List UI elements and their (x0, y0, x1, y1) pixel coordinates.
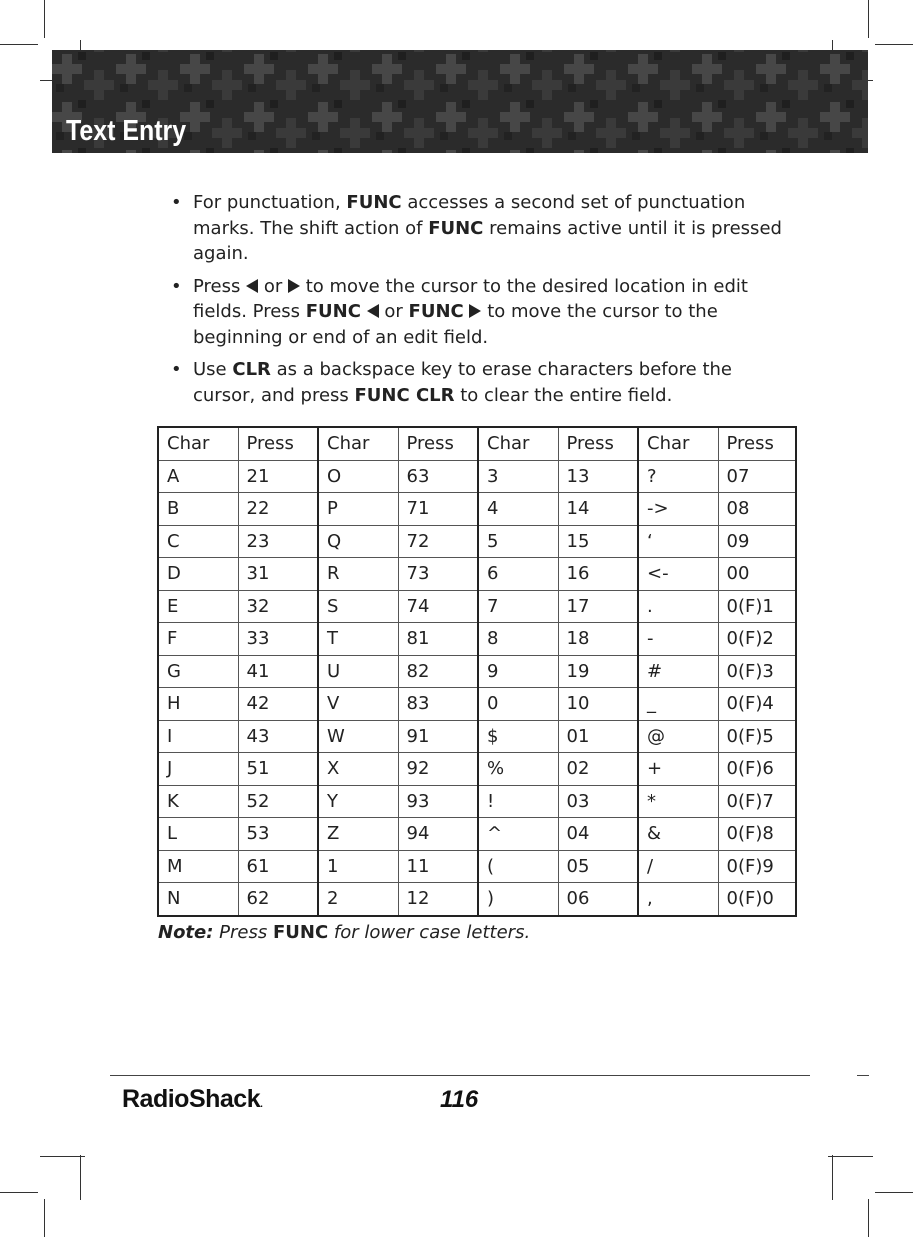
bullet-dot-icon: • (171, 275, 182, 297)
table-cell: U (318, 655, 398, 688)
table-row (158, 883, 796, 916)
table-cell: 31 (238, 558, 318, 591)
crop-mark (828, 1156, 873, 1157)
text: to clear the entire field. (454, 384, 673, 406)
table-cell: 14 (558, 493, 638, 526)
text: For punctuation, (193, 192, 347, 213)
table-cell: G (158, 655, 238, 688)
table-cell: W (318, 720, 398, 753)
table-cell: * (638, 785, 718, 818)
table-cell: 82 (398, 655, 478, 688)
table-cell: 42 (238, 688, 318, 721)
table-row (158, 525, 796, 558)
table-row (158, 655, 796, 688)
table-cell: S (318, 590, 398, 623)
crop-mark (44, 1199, 45, 1237)
table-cell: D (158, 558, 238, 591)
table-row (158, 493, 796, 526)
table-cell: H (158, 688, 238, 721)
crop-mark (832, 1155, 833, 1200)
table-cell: A (158, 460, 238, 493)
text: Press (193, 275, 247, 297)
table-cell: O (318, 460, 398, 493)
table-cell: R (318, 558, 398, 591)
crop-mark (40, 1156, 85, 1157)
table-cell: / (638, 850, 718, 883)
table-cell: % (478, 753, 558, 786)
table-cell: 3 (478, 460, 558, 493)
table-cell: 0(F)5 (718, 720, 796, 753)
table-cell: 62 (238, 883, 318, 916)
table-cell: 8 (478, 623, 558, 656)
right-triangle-icon (469, 304, 481, 318)
table-cell: 9 (478, 655, 558, 688)
table-body (158, 460, 796, 916)
left-triangle-icon (246, 279, 258, 293)
table-cell: , (638, 883, 718, 916)
table-cell: 94 (398, 818, 478, 851)
table-cell: 0(F)2 (718, 623, 796, 656)
brand-name: RadioShack (122, 1085, 261, 1113)
table-cell: 19 (558, 655, 638, 688)
table-cell: 72 (398, 525, 478, 558)
list-item (168, 357, 798, 408)
table-row (158, 688, 796, 721)
note-label: Note: (158, 922, 214, 943)
crop-mark (875, 44, 913, 45)
left-triangle-icon (367, 304, 379, 318)
table-cell: Q (318, 525, 398, 558)
table-header-row (158, 427, 796, 460)
page-number: 116 (440, 1086, 479, 1113)
table-cell: 0 (478, 688, 558, 721)
table-cell: 06 (558, 883, 638, 916)
table-cell: 07 (718, 460, 796, 493)
table-cell: ? (638, 460, 718, 493)
table-cell: Z (318, 818, 398, 851)
table-cell: 01 (558, 720, 638, 753)
table-cell: 21 (238, 460, 318, 493)
table-row (158, 818, 796, 851)
table-cell: 0(F)6 (718, 753, 796, 786)
crop-mark (868, 1199, 869, 1237)
list-item (168, 274, 798, 351)
table-cell: + (638, 753, 718, 786)
table-cell: ( (478, 850, 558, 883)
table-cell: $ (478, 720, 558, 753)
table-cell: 7 (478, 590, 558, 623)
brand-logo (122, 1085, 262, 1114)
table-cell: 32 (238, 590, 318, 623)
table-cell: 41 (238, 655, 318, 688)
text: Press (213, 922, 273, 943)
table-row (158, 753, 796, 786)
table-cell: L (158, 818, 238, 851)
table-cell: 74 (398, 590, 478, 623)
text: for lower case letters. (328, 922, 531, 943)
table-cell: 11 (398, 850, 478, 883)
table-cell: 0(F)4 (718, 688, 796, 721)
table-cell: 91 (398, 720, 478, 753)
table-cell: E (158, 590, 238, 623)
text: to move the cursor to the beginning or end of an edit field. (193, 301, 718, 348)
key-label: FUNC CLR (354, 384, 455, 406)
table-cell: 03 (558, 785, 638, 818)
list-item (168, 190, 798, 267)
table-cell: 10 (558, 688, 638, 721)
table-cell: K (158, 785, 238, 818)
table-cell: 63 (398, 460, 478, 493)
table-row (158, 850, 796, 883)
crop-mark (0, 1192, 38, 1193)
table-cell: ) (478, 883, 558, 916)
table-cell: I (158, 720, 238, 753)
table-cell: -> (638, 493, 718, 526)
table-cell: 1 (318, 850, 398, 883)
table-cell: 52 (238, 785, 318, 818)
character-code-table (157, 426, 797, 917)
text: to move the cursor to the desired location in edit fields. Press (193, 275, 748, 322)
table-cell: 09 (718, 525, 796, 558)
table-cell: 33 (238, 623, 318, 656)
column-header: Char (478, 427, 558, 460)
table-cell: # (638, 655, 718, 688)
brand-suffix: . (260, 1099, 263, 1110)
table-cell: 81 (398, 623, 478, 656)
table-cell: 5 (478, 525, 558, 558)
footer-divider (857, 1075, 869, 1076)
table-cell: 71 (398, 493, 478, 526)
table-cell: C (158, 525, 238, 558)
key-label: FUNC (272, 922, 329, 943)
table-cell: X (318, 753, 398, 786)
table-row (158, 590, 796, 623)
table-cell: 02 (558, 753, 638, 786)
table-cell: 51 (238, 753, 318, 786)
key-label: FUNC (305, 301, 361, 322)
table-cell: 22 (238, 493, 318, 526)
table-cell: 0(F)7 (718, 785, 796, 818)
table-cell: M (158, 850, 238, 883)
table-cell: F (158, 623, 238, 656)
table-cell: 4 (478, 493, 558, 526)
key-label: FUNC (408, 301, 464, 322)
table-cell: 0(F)3 (718, 655, 796, 688)
text: accesses a second set of punctuation marks. The shift action of (193, 192, 746, 239)
table-cell: 00 (718, 558, 796, 591)
table-cell: 2 (318, 883, 398, 916)
crop-mark (875, 1192, 913, 1193)
table-cell: J (158, 753, 238, 786)
footer-divider (110, 1075, 810, 1076)
column-header: Press (238, 427, 318, 460)
table-cell: 16 (558, 558, 638, 591)
table-cell: P (318, 493, 398, 526)
table-cell: . (638, 590, 718, 623)
table-cell: 05 (558, 850, 638, 883)
table-cell: ! (478, 785, 558, 818)
text: or (258, 275, 288, 297)
table-cell: Y (318, 785, 398, 818)
crop-mark (44, 0, 45, 38)
table-cell: 12 (398, 883, 478, 916)
table-cell: 15 (558, 525, 638, 558)
key-label: FUNC (428, 217, 484, 239)
text: as a backspace key to erase characters before the cursor, and press (193, 359, 732, 406)
table-cell: 61 (238, 850, 318, 883)
table-cell: 93 (398, 785, 478, 818)
column-header: Char (638, 427, 718, 460)
text: remains active until it is pressed again. (193, 217, 782, 264)
key-label: FUNC (346, 192, 402, 213)
table-cell: 18 (558, 623, 638, 656)
crop-mark (80, 1155, 81, 1200)
table-row (158, 720, 796, 753)
table-cell: <- (638, 558, 718, 591)
table-cell: @ (638, 720, 718, 753)
table-row (158, 785, 796, 818)
table-cell: N (158, 883, 238, 916)
table-cell: 08 (718, 493, 796, 526)
instruction-list (168, 190, 798, 415)
table-cell: 43 (238, 720, 318, 753)
crop-mark (0, 44, 38, 45)
table-cell: 0(F)0 (718, 883, 796, 916)
column-header: Char (158, 427, 238, 460)
table-cell: - (638, 623, 718, 656)
right-triangle-icon (288, 279, 300, 293)
column-header: Char (318, 427, 398, 460)
table-cell: ^ (478, 818, 558, 851)
table-cell: & (638, 818, 718, 851)
table-cell: 23 (238, 525, 318, 558)
table-cell: B (158, 493, 238, 526)
table-cell: 0(F)8 (718, 818, 796, 851)
text: or (378, 301, 409, 322)
crop-mark (868, 0, 869, 38)
table-cell: 73 (398, 558, 478, 591)
text: Use (193, 359, 233, 380)
table-cell: V (318, 688, 398, 721)
table-cell: _ (638, 688, 718, 721)
table-row (158, 460, 796, 493)
bullet-dot-icon: • (171, 359, 182, 380)
table-cell: 17 (558, 590, 638, 623)
table-cell: 13 (558, 460, 638, 493)
table-cell: 0(F)1 (718, 590, 796, 623)
table-cell: 53 (238, 818, 318, 851)
table-cell: 0(F)9 (718, 850, 796, 883)
column-header: Press (718, 427, 796, 460)
table-row (158, 623, 796, 656)
key-label: CLR (232, 359, 271, 380)
column-header: Press (398, 427, 478, 460)
table-cell: T (318, 623, 398, 656)
table-row (158, 558, 796, 591)
table-cell: 92 (398, 753, 478, 786)
section-title: Text Entry (66, 115, 187, 147)
column-header: Press (558, 427, 638, 460)
bullet-dot-icon: • (171, 192, 182, 213)
table-cell: 04 (558, 818, 638, 851)
table-cell: 6 (478, 558, 558, 591)
table-cell: ‘ (638, 525, 718, 558)
note-text (158, 922, 530, 943)
table-cell: 83 (398, 688, 478, 721)
